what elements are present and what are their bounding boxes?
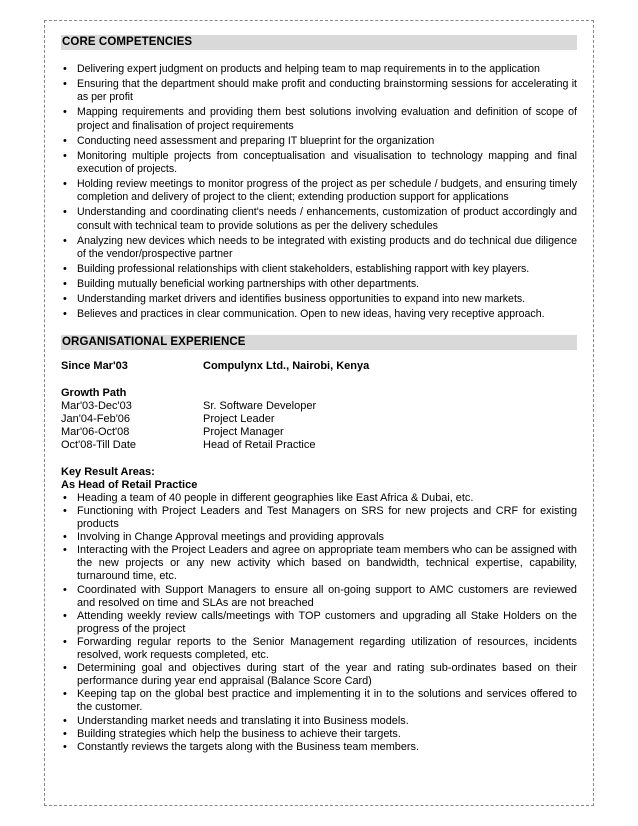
growth-role: Project Manager xyxy=(203,426,284,439)
list-item: • Holding review meetings to monitor progress of the project as per schedule / budgets, and ensuring timely completion and delivery of project to the client; extending production support for applications xyxy=(61,178,577,205)
growth-role: Head of Retail Practice xyxy=(203,439,316,452)
list-item: • Believes and practices in clear communication. Open to new ideas, having very receptive approach. xyxy=(61,308,577,322)
growth-path-table xyxy=(61,400,577,453)
list-item: • Constantly reviews the targets along with the Business team members. xyxy=(61,741,577,754)
list-item: • Building professional relationships with client stakeholders, establishing rapport with key players. xyxy=(61,263,577,277)
list-item: • Monitoring multiple projects from conceptualisation and visualisation to technology mapping and final execution of projects. xyxy=(61,150,577,177)
list-item: • Attending weekly review calls/meetings with TOP customers and upgrading all Stake Holders on the progress of the project xyxy=(61,610,577,636)
core-competencies-heading: CORE COMPETENCIES xyxy=(61,35,577,50)
growth-row xyxy=(61,400,577,413)
list-item: • Building strategies which help the business to achieve their targets. xyxy=(61,728,577,741)
list-item: • Functioning with Project Leaders and Test Managers on SRS for new projects and CRF for existing products xyxy=(61,505,577,531)
growth-role: Project Leader xyxy=(203,412,275,425)
growth-period: Mar'06-Oct'08 xyxy=(61,426,130,439)
growth-row xyxy=(61,426,577,439)
list-item: • Mapping requirements and providing them best solutions involving evaluation and definition of scope of project and finalisation of project requirements xyxy=(61,106,577,133)
employment-since: Since Mar'03 xyxy=(61,360,128,373)
list-item: • Building mutually beneficial working partnerships with other departments. xyxy=(61,278,577,292)
growth-period: Oct'08-Till Date xyxy=(61,439,137,452)
list-item: • Determining goal and objectives during start of the year and rating sub-ordinates based on their performance during year end appraisal (Balance Score Card) xyxy=(61,662,577,688)
list-item: • Conducting need assessment and preparing IT blueprint for the organization xyxy=(61,135,577,149)
list-item: • Coordinated with Support Managers to ensure all on-going support to AMC customers are reviewed and resolved on time and SLAs are not breached xyxy=(61,584,577,610)
growth-path-label: Growth Path xyxy=(61,386,127,399)
growth-period: Jan'04-Feb'06 xyxy=(61,412,131,425)
resume-page xyxy=(61,35,577,754)
list-item: • Forwarding regular reports to the Senior Management regarding utilization of resources, incidents resolved, work requests completed, etc. xyxy=(61,636,577,662)
growth-row xyxy=(61,439,577,452)
organisational-experience-heading: ORGANISATIONAL EXPERIENCE xyxy=(61,335,577,350)
list-item: • Heading a team of 40 people in different geographies like East Africa & Dubai, etc. xyxy=(61,492,577,505)
growth-role: Sr. Software Developer xyxy=(203,399,317,412)
list-item: • Keeping tap on the global best practice and implementing it in to the solutions and services offered to the customer. xyxy=(61,688,577,714)
key-result-areas-label: Key Result Areas: xyxy=(61,465,155,478)
growth-row xyxy=(61,413,577,426)
list-item: • Understanding market needs and translating it into Business models. xyxy=(61,715,577,728)
list-item: • Understanding market drivers and identifies business opportunities to expand into new markets. xyxy=(61,293,577,307)
list-item: • Involving in Change Approval meetings and providing approvals xyxy=(61,531,577,544)
key-result-areas-subtitle: As Head of Retail Practice xyxy=(61,478,198,491)
employment-header xyxy=(61,360,577,373)
company-name: Compulynx Ltd., Nairobi, Kenya xyxy=(203,360,370,373)
growth-period: Mar'03-Dec'03 xyxy=(61,399,132,412)
key-result-areas-list xyxy=(61,492,577,754)
list-item: • Interacting with the Project Leaders and agree on appropriate team members who can be assigned with the new projects or any new activity which based on bandwidth, technical expertise, capability, turnaround time, etc. xyxy=(61,544,577,583)
list-item: • Analyzing new devices which needs to be integrated with existing products and do technical due diligence of the vendor/prospective partner xyxy=(61,235,577,262)
core-competencies-list xyxy=(61,63,577,321)
list-item: • Understanding and coordinating client's needs / enhancements, customization of product accordingly and consult with technical team to provide solutions as per the delivery schedules xyxy=(61,206,577,233)
list-item: • Delivering expert judgment on products and helping team to map requirements in to the application xyxy=(61,63,577,77)
list-item: • Ensuring that the department should make profit and conducting brainstorming sessions for accelerating it as per profit xyxy=(61,78,577,105)
